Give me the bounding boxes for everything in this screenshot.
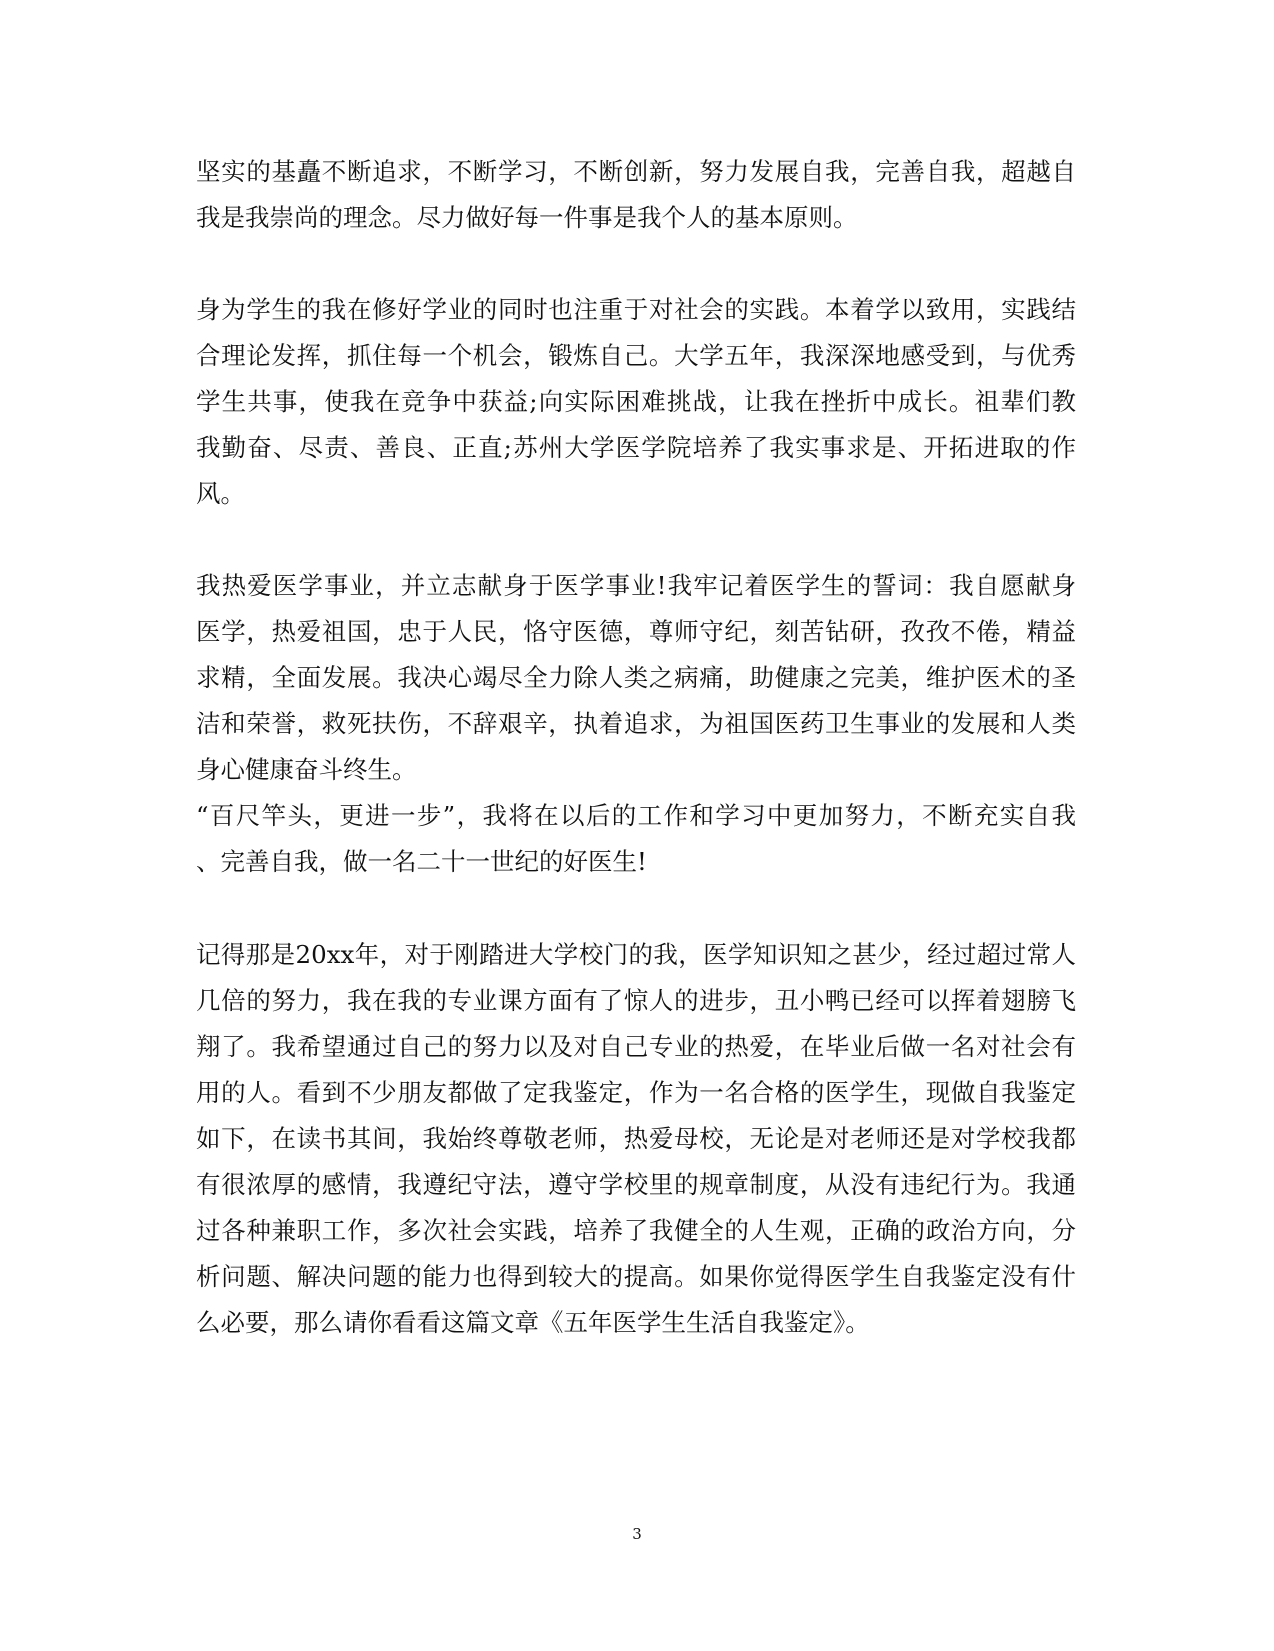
page-number: 3 (632, 1525, 642, 1543)
paragraph-3-line-5: 身心健康奋斗终生。 (196, 755, 417, 784)
paragraph-2-line-5: 风。 (196, 479, 245, 508)
paragraph-5-line-2: 几倍的努力，我在我的专业课方面有了惊人的进步，丑小鸭已经可以挥着翅膀飞 (196, 986, 1076, 1015)
paragraph-5-line-8: 析问题、解决问题的能力也得到较大的提高。如果你觉得医学生自我鉴定没有什 (196, 1262, 1076, 1291)
paragraph-5-line-6: 有很浓厚的感情，我遵纪守法，遵守学校里的规章制度，从没有违纪行为。我通 (196, 1170, 1076, 1199)
paragraph-3-line-1: 我热爱医学事业，并立志献身于医学事业!我牢记着医学生的誓词：我自愿献身 (196, 571, 1076, 600)
paragraph-5-line-1: 记得那是20xx年，对于刚踏进大学校门的我，医学知识知之甚少，经过超过常人 (196, 940, 1076, 969)
paragraph-5-line-9: 么必要，那么请你看看这篇文章《五年医学生生活自我鉴定》。 (196, 1308, 870, 1337)
paragraph-1-line-1: 坚实的基矗不断追求，不断学习，不断创新，努力发展自我，完善自我，超越自 (196, 157, 1076, 186)
paragraph-2-line-3: 学生共事，使我在竞争中获益;向实际困难挑战，让我在挫折中成长。祖辈们教 (196, 387, 1076, 416)
paragraph-3-line-3: 求精，全面发展。我决心竭尽全力除人类之病痛，助健康之完美，维护医术的圣 (196, 663, 1076, 692)
paragraph-5-line-3: 翔了。我希望通过自己的努力以及对自己专业的热爱，在毕业后做一名对社会有 (196, 1032, 1076, 1061)
paragraph-5-line-4: 用的人。看到不少朋友都做了定我鉴定，作为一名合格的医学生，现做自我鉴定 (196, 1078, 1076, 1107)
paragraph-5-line-7: 过各种兼职工作，多次社会实践，培养了我健全的人生观，正确的政治方向，分 (196, 1216, 1076, 1245)
paragraph-2-line-2: 合理论发挥，抓住每一个机会，锻炼自己。大学五年，我深深地感受到，与优秀 (196, 341, 1076, 370)
paragraph-5-line-5: 如下，在读书其间，我始终尊敬老师，热爱母校，无论是对老师还是对学校我都 (196, 1124, 1076, 1153)
paragraph-1-line-2: 我是我崇尚的理念。尽力做好每一件事是我个人的基本原则。 (196, 203, 858, 232)
paragraph-3-line-2: 医学，热爱祖国，忠于人民，恪守医德，尊师守纪，刻苦钻研，孜孜不倦，精益 (196, 617, 1076, 646)
paragraph-2-line-4: 我勤奋、尽责、善良、正直;苏州大学医学院培养了我实事求是、开拓进取的作 (196, 433, 1076, 462)
paragraph-3-line-4: 洁和荣誉，救死扶伤，不辞艰辛，执着追求，为祖国医药卫生事业的发展和人类 (196, 709, 1076, 738)
paragraph-4-line-2: 、完善自我，做一名二十一世纪的好医生! (196, 847, 647, 876)
paragraph-2-line-1: 身为学生的我在修好学业的同时也注重于对社会的实践。本着学以致用，实践结 (196, 295, 1076, 324)
paragraph-4-line-1: “百尺竿头，更进一步”，我将在以后的工作和学习中更加努力，不断充实自我 (196, 801, 1076, 830)
